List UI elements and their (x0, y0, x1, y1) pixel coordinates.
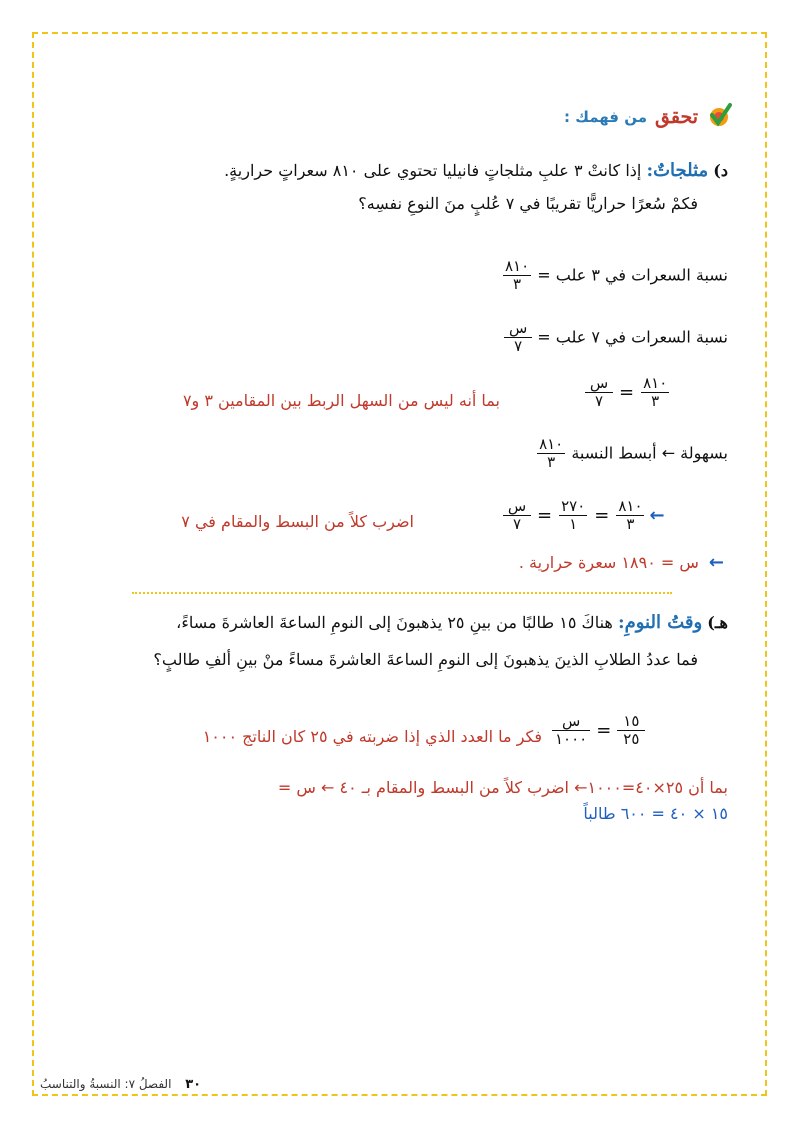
final-answer: ١٥ × ٤٠ = ٦٠٠ طالباً (583, 804, 728, 823)
ratio-3-row (502, 258, 728, 294)
proportion-row (585, 375, 670, 411)
question-h-line1 (176, 612, 728, 633)
page-footer (40, 1077, 201, 1092)
denominator: ٣ (616, 515, 644, 533)
fraction (615, 498, 645, 534)
question-h-line2: فما عددُ الطلابِ الذينَ يذهبونَ إلى النومِ الساعةَ العاشرةَ مساءً منْ بينِ ألفِ طالبٍ؟ (153, 650, 698, 669)
fraction (502, 258, 532, 294)
numerator: ٨١٠ (618, 497, 643, 515)
denominator: ٧ (504, 337, 532, 355)
denominator: ٣ (503, 275, 531, 293)
section-heading (564, 102, 732, 132)
proportion-h-row (552, 713, 645, 749)
fraction (585, 375, 613, 411)
numerator: س (508, 319, 528, 337)
heading-title: تحقق (654, 106, 698, 128)
numerator: ٨١٠ (504, 257, 530, 275)
denominator: ٧ (585, 392, 613, 410)
question-text: هناكَ ١٥ طالبًا من بينِ ٢٥ يذهبونَ إلى النومِ الساعةَ العاشرةَ مساءً، (176, 613, 613, 632)
numerator: ٨١٠ (643, 374, 668, 392)
question-title: وقتُ النومِ: (617, 612, 703, 633)
note-think: فكر ما العدد الذي إذا ضربته في ٢٥ كان الناتج ١٠٠٠ (202, 727, 542, 746)
chapter-title: الفصلُ ٧: النسبةُ والتناسبُ (40, 1077, 172, 1091)
page-number: ٣٠ (185, 1077, 202, 1092)
fraction (536, 436, 566, 472)
numerator: س (507, 497, 527, 515)
result-text: س = ١٨٩٠ سعرة حرارية . (518, 553, 699, 572)
arrow-left-icon: ← (708, 552, 724, 573)
fraction (552, 713, 590, 749)
fraction (504, 320, 532, 356)
numerator: س (589, 374, 609, 392)
equals-sign: = (619, 382, 635, 404)
denominator: ٣ (641, 392, 669, 410)
question-text: إذا كانتْ ٣ علبِ مثلجاتٍ فانيليا تحتوي على ٨١٠ سعراتٍ حراريةٍ. (224, 161, 642, 180)
fraction (640, 375, 670, 411)
arrow-left-icon: ← (649, 505, 665, 527)
ratio-7-row (504, 320, 728, 356)
fraction (617, 713, 645, 749)
question-d-line2: فكمْ سُعرًا حراريًّا تقريبًا في ٧ عُلبٍ منَ النوعِ نفسِه؟ (358, 194, 698, 213)
denominator: ٣ (537, 453, 565, 471)
numerator: ١٥ (623, 712, 640, 730)
question-letter: د) (713, 161, 728, 180)
question-d-line1 (224, 160, 728, 181)
denominator: ٢٥ (617, 730, 645, 748)
numerator: س (561, 712, 581, 730)
note-common-denominator: بما أنه ليس من السهل الربط بين المقامين ٣ و٧ (182, 391, 500, 410)
fraction (558, 498, 588, 534)
ratio-label: نسبة السعرات في ٣ علب = (537, 265, 728, 285)
numerator: ٨١٠ (539, 435, 564, 453)
denominator: ٧ (503, 515, 531, 533)
simplify-row (536, 436, 728, 472)
equals-sign: = (537, 505, 553, 527)
denominator: ١٠٠٠ (552, 730, 590, 748)
heading-subtitle: من فهمك : (564, 108, 647, 126)
equals-sign: = (594, 505, 610, 527)
denominator: ١ (559, 515, 587, 533)
multiply-line: بما أن ٢٥×٤٠=١٠٠٠← اضرب كلاً من البسط والمقام بـ ٤٠ ← س = (277, 778, 728, 797)
ratio-label: نسبة السعرات في ٧ علب = (537, 327, 728, 347)
simplify-label: بسهولة ← أبسط النسبة (571, 443, 728, 463)
check-icon (706, 102, 732, 132)
note-multiply: اضرب كلاً من البسط والمقام في ٧ (181, 512, 414, 531)
section-divider (132, 592, 672, 594)
result-row (519, 552, 728, 573)
question-title: مثلجاتٌ: (646, 160, 709, 181)
numerator: ٢٧٠ (561, 497, 586, 515)
chain-row (503, 498, 669, 534)
fraction (503, 498, 531, 534)
equals-sign: = (596, 720, 612, 742)
question-letter: هـ) (707, 613, 728, 632)
